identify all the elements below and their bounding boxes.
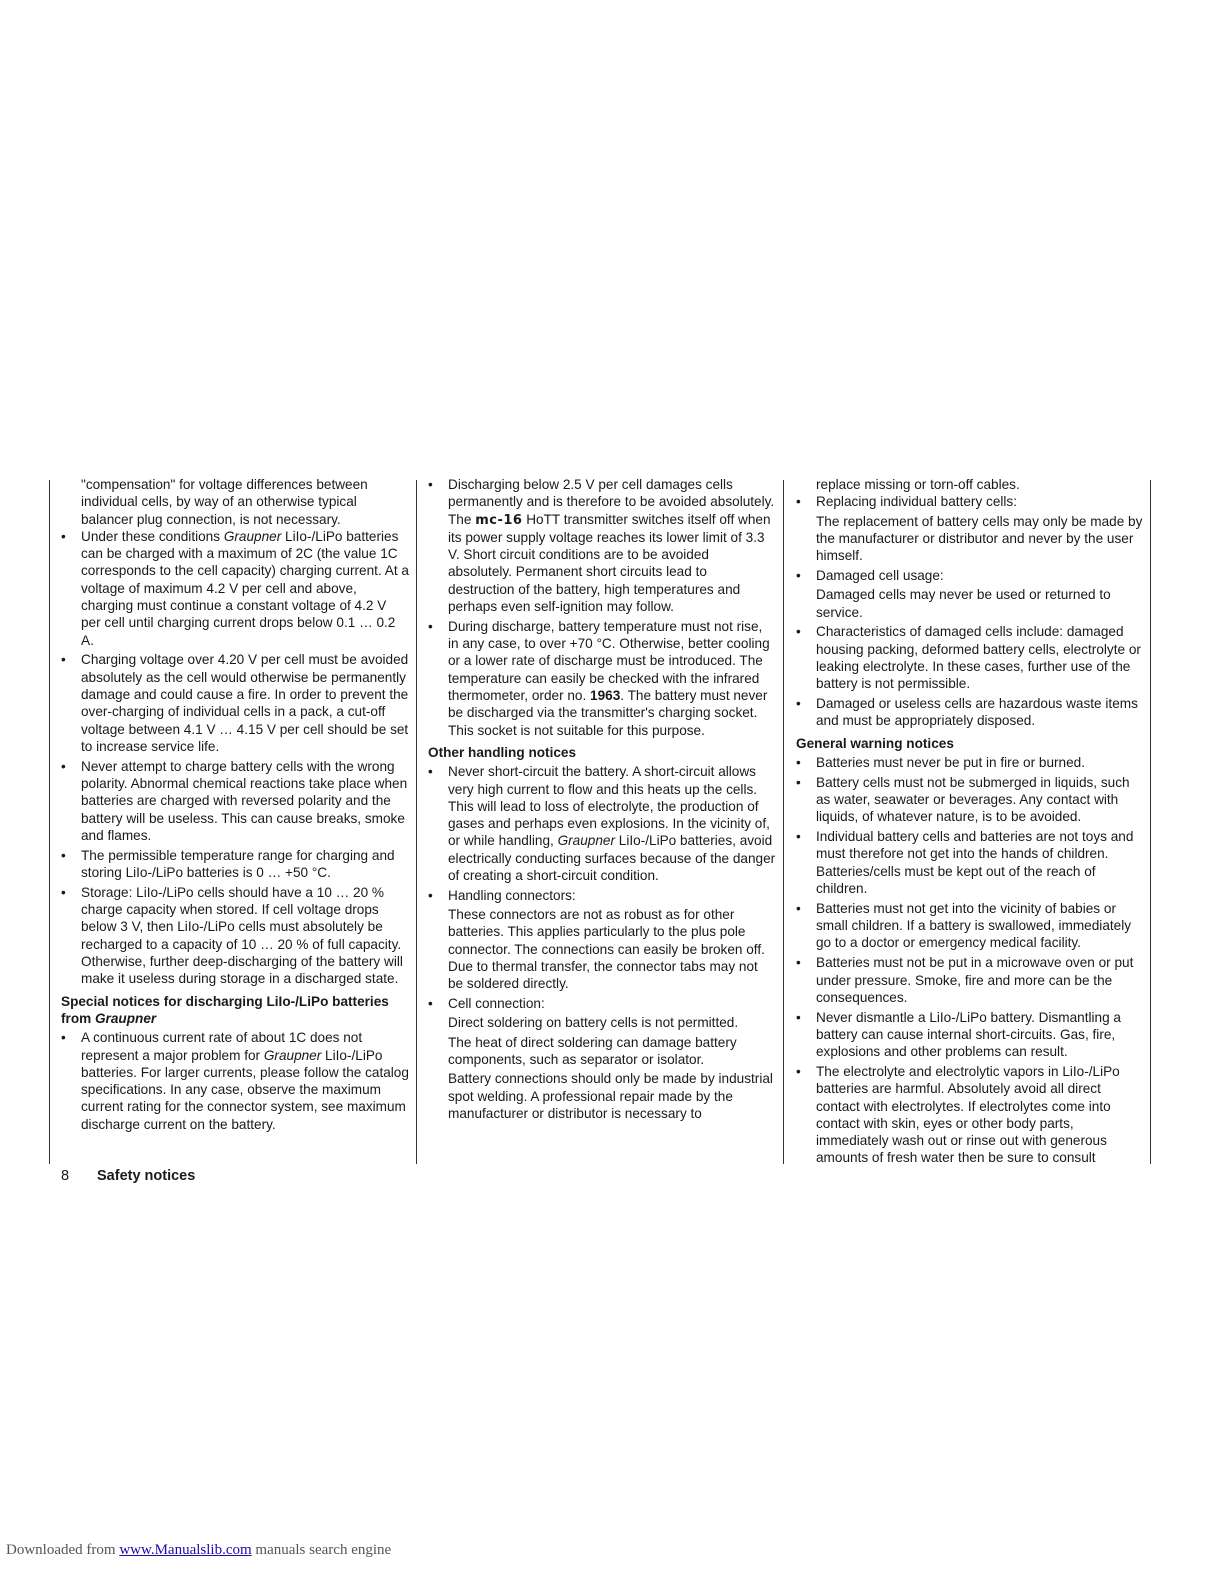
- page-number: 8: [61, 1168, 70, 1184]
- middle-column: [428, 476, 776, 1122]
- item-text: Batteries must not be put in a microwave oven or put under pressure. Smoke, fire and more can be the consequences.: [816, 955, 1134, 1005]
- continued-paragraph: "compensation" for voltage differences between individual cells, by way of an otherwise typical balancer plug connection, is not necessary.: [81, 477, 368, 527]
- bullet-icon: •: [61, 1030, 66, 1046]
- item-text: Direct soldering on battery cells is not permitted.: [448, 1015, 739, 1031]
- bullet-icon: •: [61, 652, 66, 668]
- item-text: Storage: LiIo-/LiPo cells should have a 10 … 20 % charge capacity when stored. If cell voltage drops below 3 V, then LiIo-/LiPo cells must absolutely be recharged to a capacity of 10 … 20 % of full capacity. Otherwise, further deep-discharging of the battery will make it useless during storage in a discharged state.: [81, 884, 403, 987]
- download-prefix: Downloaded from: [6, 1542, 120, 1558]
- list-item: [428, 995, 776, 1122]
- item-text: Never short-circuit the battery. A short-circuit allows very high current to flow and this heats up the cells. This will lead to loss of electrolyte, the production of gases and perhaps even explosions. In the vicinity of, or while handling,: [448, 764, 770, 849]
- list-item: [796, 695, 1144, 730]
- brand-name: Graupner: [263, 1047, 322, 1063]
- item-text: Charging voltage over 4.20 V per cell must be avoided absolutely as the cell would otherwise be permanently damage and could cause a fire. In order to prevent the over-charging of individual cells in a pack, a cut-off voltage between 4.1 V … 4.15 V per cell should be set to increase service life.: [81, 652, 409, 754]
- bullet-icon: •: [61, 758, 66, 774]
- item-text: Individual battery cells and batteries are not toys and must therefore not get into the hands of children. Batteries/cells must be kept out of the reach of children.: [816, 829, 1134, 897]
- item-title: Damaged cell usage:: [816, 567, 944, 583]
- item-text: The heat of direct soldering can damage battery components, such as separator or isolator.: [448, 1034, 737, 1067]
- bullet-icon: •: [61, 528, 66, 544]
- bullet-icon: •: [796, 567, 801, 583]
- bullet-icon: •: [796, 829, 801, 845]
- item-text: The replacement of battery cells may only be made by the manufacturer or distributor and never by the user himself.: [816, 513, 1143, 564]
- item-text: The permissible temperature range for charging and storing LiIo-/LiPo batteries is 0 … +50 °C.: [81, 847, 395, 881]
- list-item: [796, 1009, 1144, 1061]
- brand-name: Graupner: [94, 1010, 157, 1026]
- list-item: [796, 493, 1144, 564]
- continued-paragraph: replace missing or torn-off cables.: [816, 477, 1020, 492]
- section-heading: Other handling notices: [428, 744, 577, 760]
- bullet-icon: •: [61, 847, 66, 863]
- item-text: Damaged cells may never be used or returned to service.: [816, 587, 1111, 620]
- list-item: [61, 884, 409, 988]
- column-divider-2: [783, 480, 784, 1164]
- bullet-icon: •: [428, 618, 433, 634]
- item-text: These connectors are not as robust as for other batteries. This applies particularly to the plus pole connector. The connections can easily be broken off. Due to thermal transfer, the connector tabs may not be soldered directly.: [448, 907, 765, 992]
- brand-name: Graupner: [223, 528, 282, 544]
- list-item: [61, 1029, 409, 1133]
- bullet-icon: •: [796, 494, 801, 510]
- bullet-icon: •: [428, 764, 433, 780]
- list-item: [796, 774, 1144, 826]
- left-margin-rule: [49, 480, 50, 1164]
- bullet-icon: •: [796, 900, 801, 916]
- list-item: [428, 618, 776, 739]
- item-text: Battery cells must not be submerged in liquids, such as water, seawater or beverages. Any contact with liquids, of whatever nature, is to be avoided.: [816, 774, 1130, 825]
- section-heading: General warning notices: [796, 735, 954, 751]
- item-text: Never dismantle a LiIo-/LiPo battery. Dismantling a battery can cause internal short-circuits. Gas, fire, explosions and other problems can result.: [816, 1009, 1121, 1060]
- list-item: [796, 754, 1144, 771]
- item-text: Never attempt to charge battery cells with the wrong polarity. Abnormal chemical reactions take place when batteries are charged with reversed polarity and the battery will be useless. This can cause breaks, smoke and flames.: [81, 758, 408, 843]
- item-text: Batteries must not get into the vicinity of babies or small children. If a battery is swallowed, immediately go to a doctor or emergency medical facility.: [816, 900, 1132, 951]
- footer-section-title: Safety notices: [97, 1168, 196, 1184]
- heading-text: Special notices for discharging LiIo-/LiPo batteries from: [61, 993, 389, 1026]
- download-suffix: manuals search engine: [251, 1542, 392, 1558]
- column-divider-1: [416, 480, 417, 1164]
- list-item: [796, 567, 1144, 621]
- item-text: Batteries must never be put in fire or burned.: [816, 754, 1085, 770]
- list-item: [61, 758, 409, 844]
- download-notice: [6, 1542, 391, 1559]
- item-title: Handling connectors:: [448, 887, 576, 903]
- bullet-icon: •: [796, 1064, 801, 1079]
- item-title: Cell connection:: [448, 996, 545, 1012]
- bullet-icon: •: [796, 774, 801, 790]
- list-item: [428, 887, 776, 993]
- item-text: LiIo-/LiPo batteries. For larger currents, please follow the catalog specifications. In any case, observe the maximum current rating for the connector system, see maximum discharge current on the battery.: [81, 1047, 409, 1132]
- list-item: [61, 847, 409, 882]
- item-text: Under these conditions: [81, 528, 224, 544]
- list-item: [61, 651, 409, 755]
- item-text: The electrolyte and electrolytic vapors in LiIo-/LiPo batteries are harmful. Absolutely avoid all direct contact with electrolytes. If electrolytes come into contact with skin, eyes or other body parts, immediately wash out or rinse out with generous amounts of fresh water then be sure to consult: [816, 1064, 1120, 1166]
- item-text: A continuous current rate of about 1C does not represent a major problem for: [81, 1030, 363, 1063]
- left-column: [61, 476, 409, 1133]
- item-text: During discharge, battery temperature must not rise, in any case, to over +70 °C. Otherwise, better cooling or a lower rate of discharge must be introduced. The temperature can easily be checked with the infrared thermometer, order no.: [448, 618, 770, 704]
- list-item: [796, 1063, 1144, 1167]
- manualslib-link[interactable]: www.Manualslib.com: [119, 1542, 252, 1558]
- mc16-logo: mc-16: [475, 512, 523, 528]
- section-heading: [61, 993, 409, 1028]
- bullet-icon: •: [796, 1009, 801, 1025]
- bullet-icon: •: [428, 477, 433, 492]
- bullet-icon: •: [428, 887, 433, 903]
- bullet-icon: •: [796, 754, 801, 770]
- item-text: Battery connections should only be made by industrial spot welding. A professional repair made by the manufacturer or distributor is necessary to: [448, 1071, 773, 1121]
- right-margin-rule: [1150, 480, 1151, 1164]
- page-footer: [61, 1168, 195, 1185]
- item-text: LiIo-/LiPo batteries, avoid electrically conducting surfaces because of the danger of creating a short-circuit condition.: [448, 833, 776, 884]
- item-text: LiIo-/LiPo batteries can be charged with a maximum of 2C (the value 1C corresponds to the cell capacity) charging current. At a voltage of maximum 4.2 V per cell and above, charging must continue a constant voltage of 4.2 V per cell until charging current drops below 0.1 … 0.2 A.: [81, 528, 409, 648]
- item-text: . The battery must never be discharged via the transmitter's charging socket. This socket is not suitable for this purpose.: [448, 688, 768, 738]
- brand-name: Graupner: [557, 833, 616, 849]
- list-item: [796, 900, 1144, 952]
- bullet-icon: •: [796, 696, 801, 712]
- item-text: Characteristics of damaged cells include: damaged housing packing, deformed battery cells, electrolyte or leaking electrolyte. In these cases, further use of the battery is not permissible.: [816, 624, 1141, 692]
- item-text: HoTT transmitter switches itself off when its power supply voltage reaches its lower limit of 3.3 V. Short circuit conditions are to be avoided absolutely. Permanent short circuits lead to destruction of the battery, high temperatures and perhaps even self-ignition may follow.: [448, 511, 771, 615]
- bullet-icon: •: [796, 955, 801, 971]
- list-item: [796, 828, 1144, 897]
- bullet-icon: •: [428, 996, 433, 1012]
- item-text: Discharging below 2.5 V per cell damages cells permanently and is therefore to be avoided absolutely. The: [448, 477, 775, 527]
- item-text: Damaged or useless cells are hazardous waste items and must be appropriately disposed.: [816, 696, 1138, 729]
- right-column: [796, 476, 1144, 1167]
- list-item: [61, 528, 409, 649]
- list-item: [796, 623, 1144, 692]
- bullet-icon: •: [61, 884, 66, 900]
- list-item: [428, 476, 776, 615]
- bullet-icon: •: [796, 624, 801, 640]
- list-item: [796, 954, 1144, 1006]
- list-item: [428, 763, 776, 884]
- item-title: Replacing individual battery cells:: [816, 494, 1017, 510]
- order-number: 1963: [590, 688, 621, 704]
